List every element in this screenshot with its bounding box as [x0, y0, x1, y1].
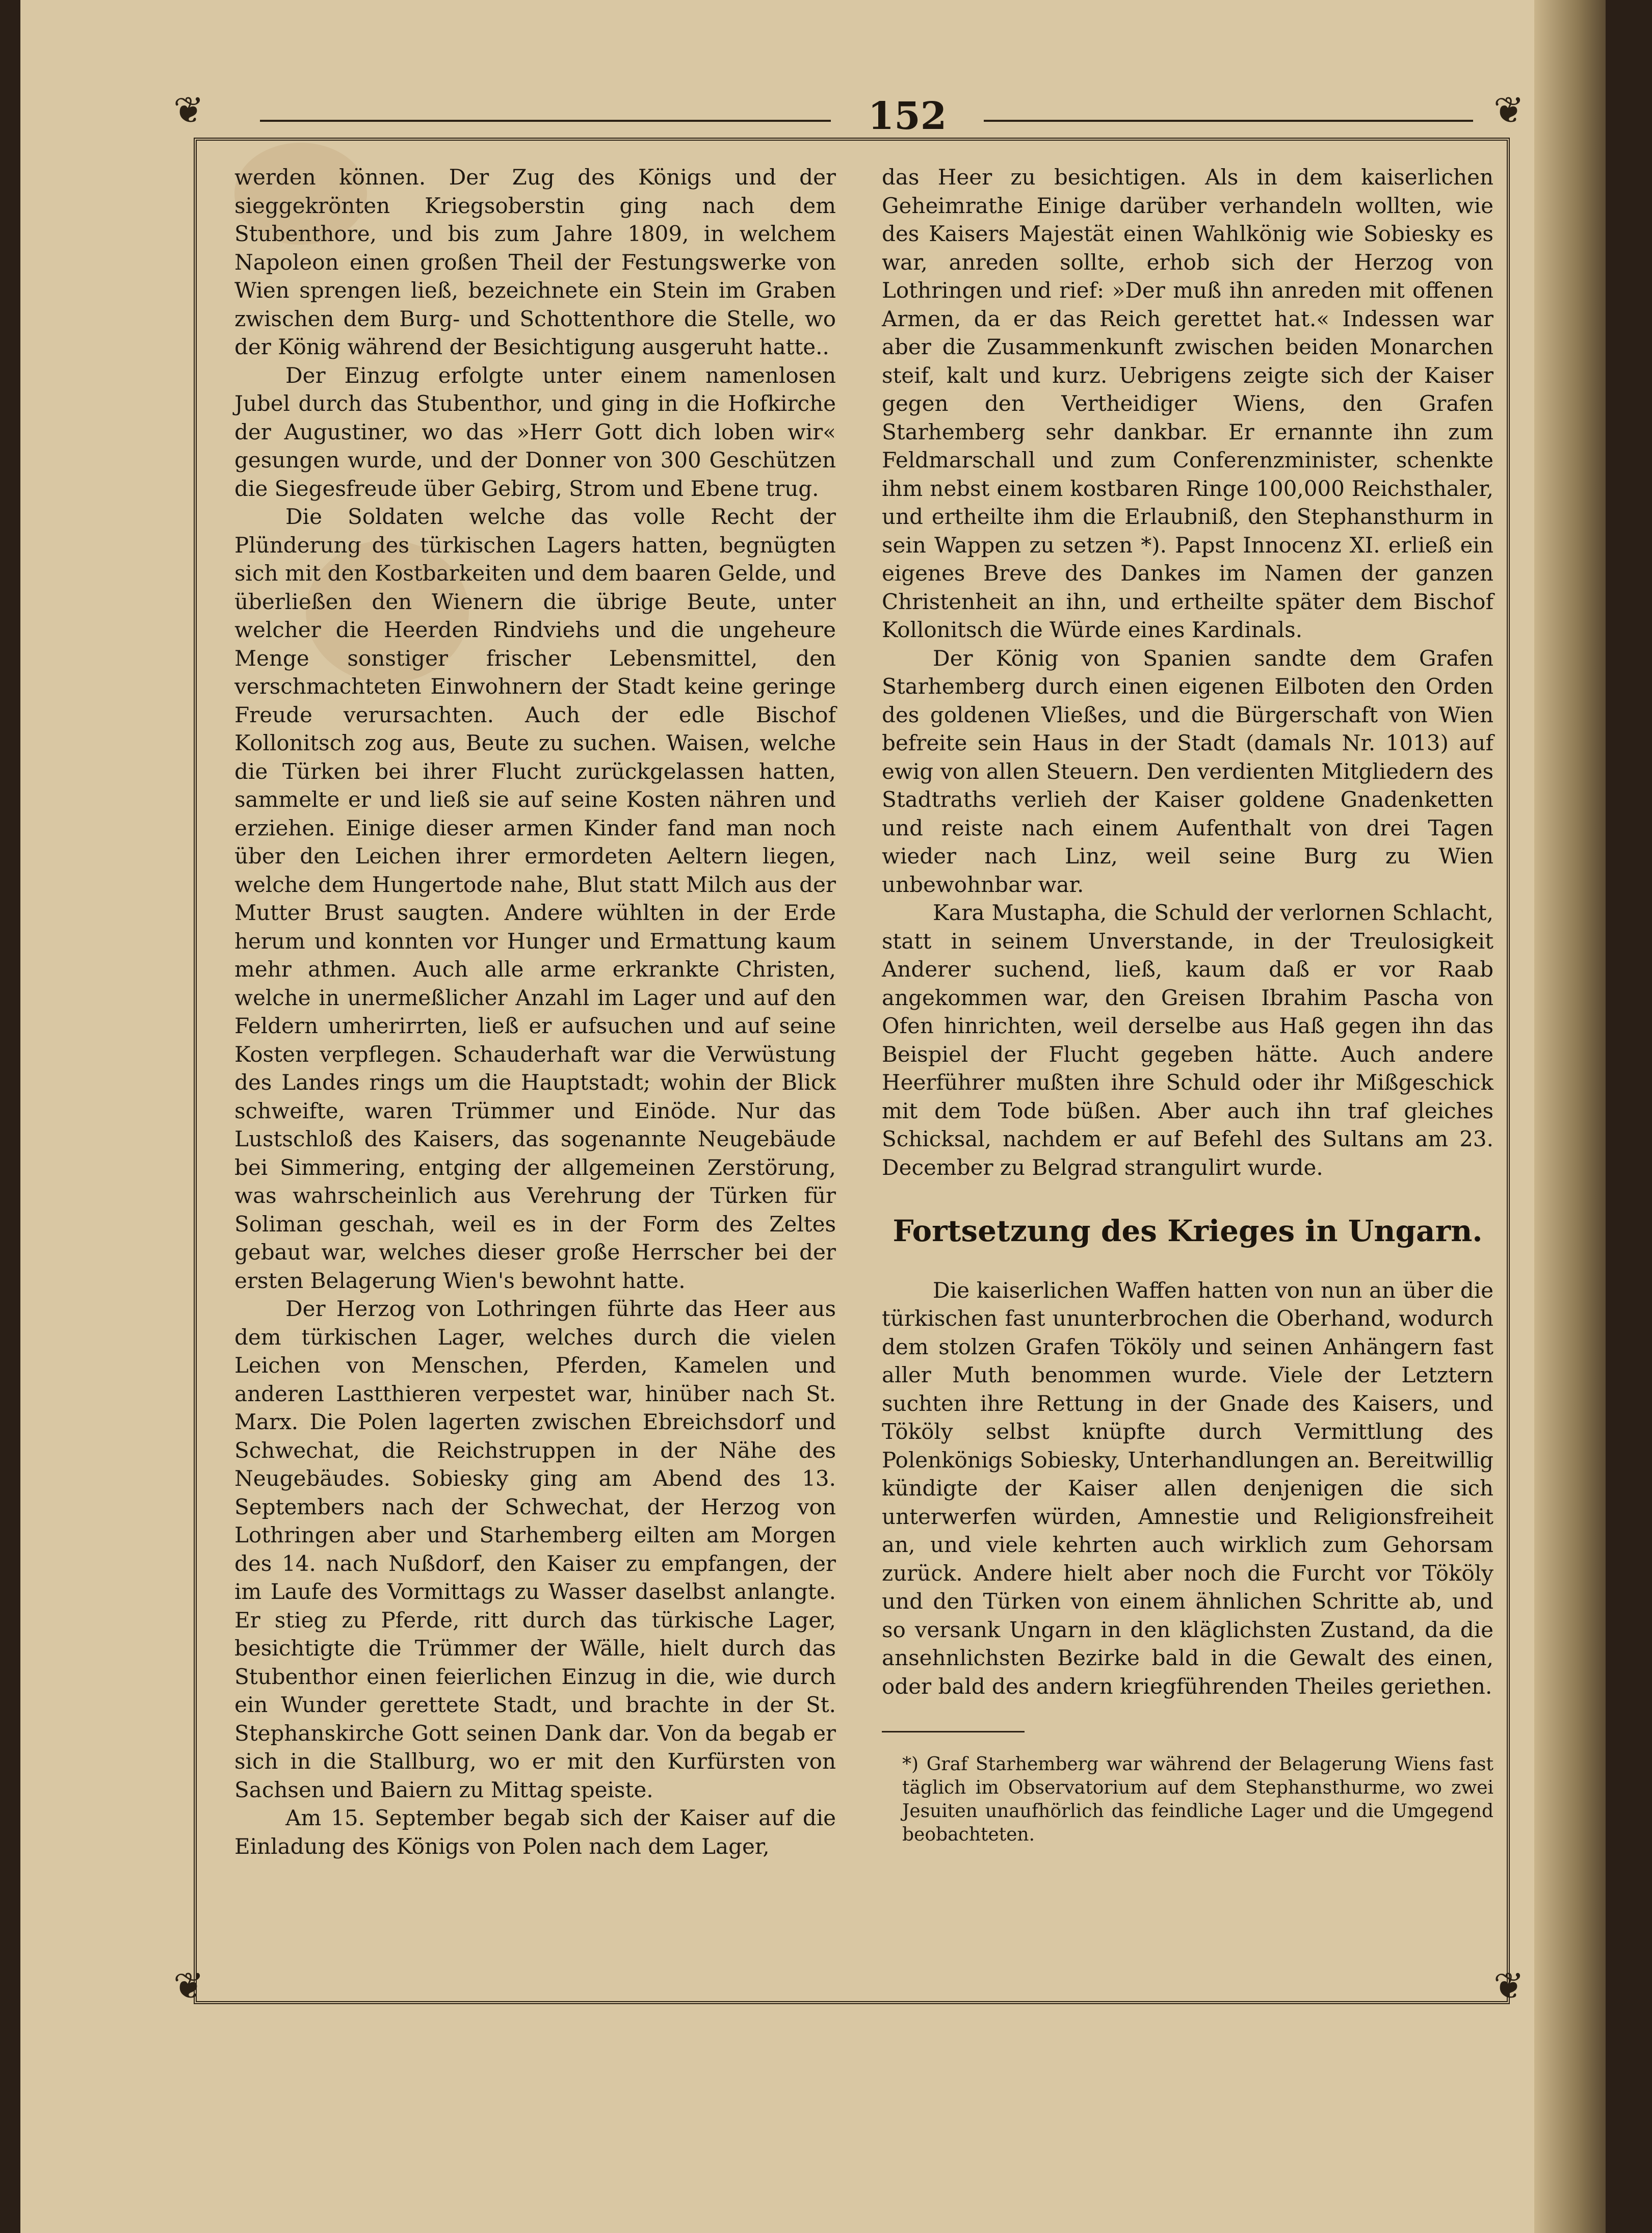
- paragraph: Kara Mustapha, die Schuld der verlornen Schlacht, statt in seinem Unverstande, in der Treulosigkeit Anderer suchend, ließ, kaum daß er vor Raab angekommen war, den Greisen Ibrahim Pascha von Ofen hinrichten, weil derselbe aus Haß gegen ihn das Beispiel der Flucht gegeben hätte. Auch andere Heerführer mußten ihre Schuld oder ihr Mißgeschick mit dem Tode büßen. Aber auch ihn traf gleiches Schicksal, nachdem er auf Befehl des Sultans am 23. December zu Belgrad strangulirt wurde.: [882, 900, 1493, 1180]
- footnote-rule: [882, 1731, 1025, 1732]
- section-heading: Fortsetzung des Krieges in Ungarn.: [893, 1214, 1483, 1248]
- paragraph: Am 15. September begab sich der Kaiser auf die Einladung des Königs von Polen nach dem Lager,: [234, 1805, 836, 1859]
- left-column: [234, 163, 836, 1860]
- paragraph: Die kaiserlichen Waffen hatten von nun an über die türkischen fast ununterbrochen die Oberhand, wodurch dem stolzen Grafen Tököly und seinen Anhängern fast aller Muth benommen wurde. Viele der Letztern suchten ihre Rettung in der Gnade des Kaisers, und Tököly selbst knüpfte durch Vermittlung des Polenkönigs Sobiesky, Unterhandlungen an. Bereitwillig kündigte der Kaiser allen denjenigen die sich unterwerfen würden, Amnestie und Religionsfreiheit an, und viele kehrten auch wirklich zum Gehorsam zurück. Andere hielt aber noch die Furcht vor Tököly und den Türken von einem ähnlichen Schritte ab, und so versank Ungarn in den kläglichsten Zustand, da die ansehnlichsten Bezirke bald in die Gewalt des einen, oder bald des andern kriegführenden Theiles geriethen.: [882, 1277, 1493, 1699]
- footnote: *) Graf Starhemberg war während der Belagerung Wiens fast täglich im Observatorium auf dem Stephansthurme, wo zwei Jesuiten unaufhörlich das feindliche Lager und die Umgegend beobachteten.: [902, 1754, 1493, 1845]
- book-page: [20, 0, 1606, 2233]
- header-rule-left: [260, 120, 831, 122]
- corner-ornament-icon: ❦: [1493, 89, 1525, 132]
- page-gutter: [1534, 0, 1606, 2233]
- corner-ornament-icon: ❦: [173, 1964, 204, 2007]
- paragraph: werden können. Der Zug des Königs und der sieggekrönten Kriegsoberstin ging nach dem Stubenthore, und bis zum Jahre 1809, in welchem Napoleon einen großen Theil der Festungswerke von Wien sprengen ließ, bezeichnete ein Stein im Graben zwischen dem Burg- und Schottenthore die Stelle, wo der König während der Besichtigung ausgeruht hatte..: [234, 165, 836, 359]
- right-column: [882, 163, 1493, 1847]
- corner-ornament-icon: ❦: [1493, 1964, 1525, 2007]
- paragraph: Der Herzog von Lothringen führte das Heer aus dem türkischen Lager, welches durch die vielen Leichen von Menschen, Pferden, Kamelen und anderen Lastthieren verpestet war, hinüber nach St. Marx. Die Polen lagerten zwischen Ebreichsdorf und Schwechat, die Reichstruppen in der Nähe des Neugebäudes. Sobiesky ging am Abend des 13. Septembers nach der Schwechat, der Herzog von Lothringen aber und Starhemberg eilten am Morgen des 14. nach Nußdorf, den Kaiser zu empfangen, der im Laufe des Vormittags zu Wasser daselbst anlangte. Er stieg zu Pferde, ritt durch das türkische Lager, besichtigte die Trümmer der Wälle, hielt durch das Stubenthor einen feierlichen Einzug in die, wie durch ein Wunder gerettete Stadt, und brachte in der St. Stephanskirche Gott seinen Dank dar. Von da begab er sich in die Stallburg, wo er mit den Kurfürsten von Sachsen und Baiern zu Mittag speiste.: [234, 1296, 836, 1802]
- paragraph: Der König von Spanien sandte dem Grafen Starhemberg durch einen eigenen Eilboten den Orden des goldenen Vließes, und die Bürgerschaft von Wien befreite sein Haus in der Stadt (damals Nr. 1013) auf ewig von allen Steuern. Den verdienten Mitgliedern des Stadtraths verlieh der Kaiser goldene Gnadenketten und reiste nach einem Aufenthalt von drei Tagen wieder nach Linz, weil seine Burg zu Wien unbewohnbar war.: [882, 645, 1493, 897]
- corner-ornament-icon: ❦: [173, 89, 204, 132]
- paragraph: Der Einzug erfolgte unter einem namenlosen Jubel durch das Stubenthor, und ging in die Hofkirche der Augustiner, wo das »Herr Gott dich loben wir« gesungen wurde, und der Donner von 300 Geschützen die Siegesfreude über Gebirg, Strom und Ebene trug.: [234, 362, 836, 501]
- paragraph: das Heer zu besichtigen. Als in dem kaiserlichen Geheimrathe Einige darüber verhandeln wollten, wie des Kaisers Majestät einen Wahlkönig wie Sobiesky es war, anreden sollte, erhob sich der Herzog von Lothringen und rief: »Der muß ihn anreden mit offenen Armen, da er das Reich gerettet hat.« Indessen war aber die Zusammenkunft zwischen beiden Monarchen steif, kalt und kurz. Uebrigens zeigte sich der Kaiser gegen den Vertheidiger Wiens, den Grafen Starhemberg sehr dankbar. Er ernannte ihn zum Feldmarschall und zum Conferenzminister, schenkte ihm nebst einem kostbaren Ringe 100,000 Reichsthaler, und ertheilte ihm die Erlaubniß, den Stephansthurm in sein Wappen zu setzen *). Papst Innocenz XI. erließ ein eigenes Breve des Dankes im Namen der ganzen Christenheit an ihn, und ertheilte später dem Bischof Kollonitsch die Würde eines Kardinals.: [882, 165, 1493, 642]
- page-number: 152: [868, 94, 947, 138]
- paragraph: Die Soldaten welche das volle Recht der Plünderung des türkischen Lagers hatten, begnügten sich mit den Kostbarkeiten und dem baaren Gelde, und überließen den Wienern die übrige Beute, unter welcher die Heerden Rindviehs und die ungeheure Menge sonstiger frischer Lebensmittel, den verschmachteten Einwohnern der Stadt keine geringe Freude verursachten. Auch der edle Bischof Kollonitsch zog aus, Beute zu suchen. Waisen, welche die Türken bei ihrer Flucht zurückgelassen hatten, sammelte er und ließ sie auf seine Kosten nähren und erziehen. Einige dieser armen Kinder fand man noch über den Leichen ihrer ermordeten Aeltern liegen, welche dem Hungertode nahe, Blut statt Milch aus der Mutter Brust saugten. Andere wühlten in der Erde herum und konnten vor Hunger und Ermattung kaum mehr athmen. Auch alle arme erkrankte Christen, welche in unermeßlicher Anzahl im Lager und auf den Feldern umherirrten, ließ er aufsuchen und auf seine Kosten verpflegen. Schauderhaft war die Verwüstung des Landes rings um die Hauptstadt; wohin der Blick schweifte, waren Trümmer und Einöde. Nur das Lustschloß des Kaisers, das sogenannte Neugebäude bei Simmering, entging der allgemeinen Zerstörung, was wahrscheinlich aus Verehrung der Türken für Soliman geschah, weil es in der Form des Zeltes gebaut war, welches dieser große Herrscher bei der ersten Belagerung Wien's bewohnt hatte.: [234, 504, 836, 1293]
- header-rule-right: [984, 120, 1473, 122]
